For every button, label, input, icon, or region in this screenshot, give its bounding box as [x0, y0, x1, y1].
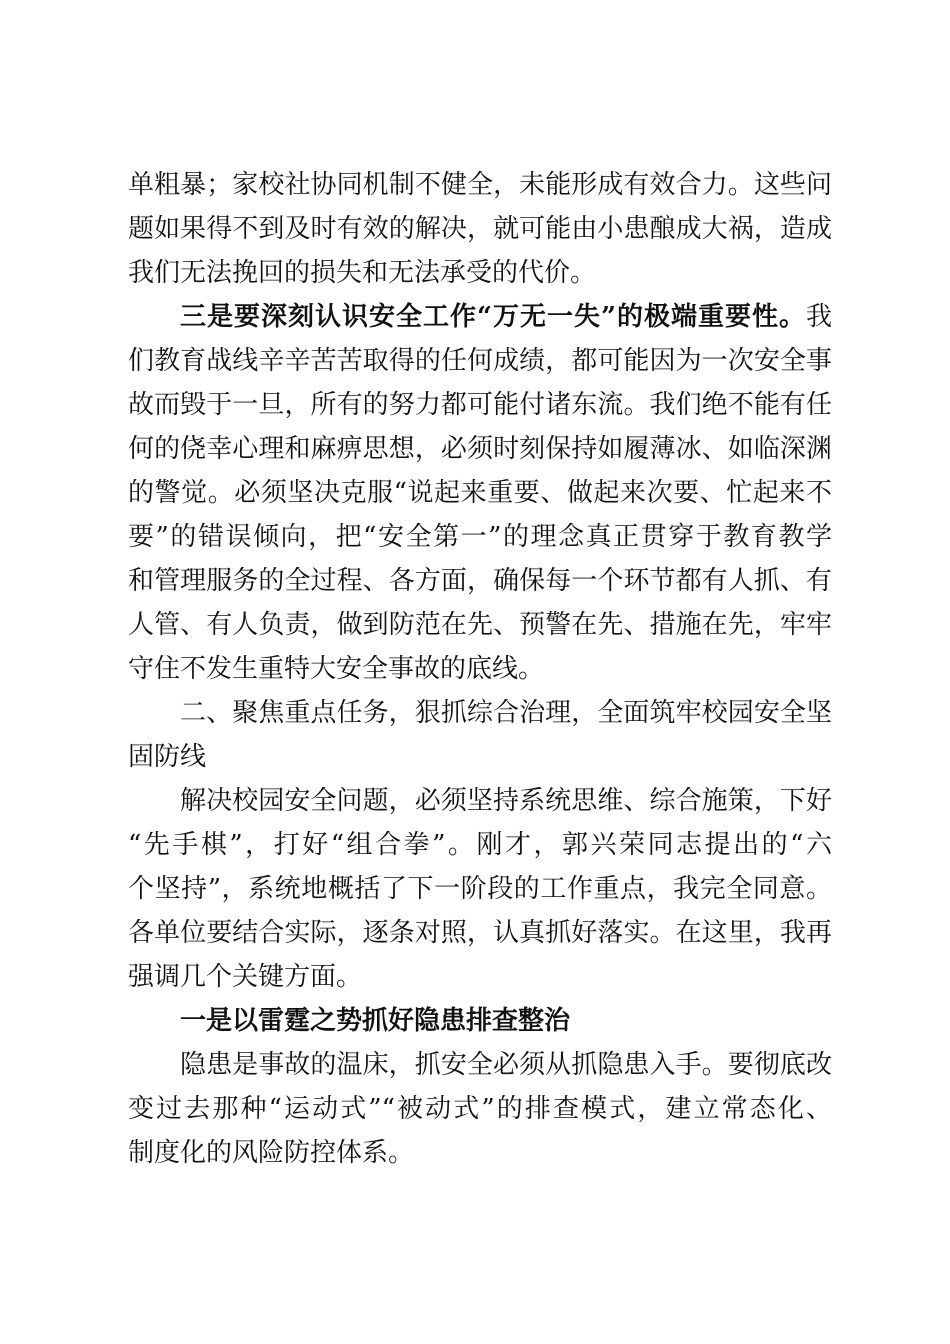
heading-trailing-text: 我 — [805, 302, 832, 332]
paragraph-line: 变过去那种“运动式”“被动式”的排查模式，建立常态化、 — [128, 1094, 832, 1124]
paragraph-line: 强调几个关键方面。 — [128, 962, 363, 992]
heading-bold-text: 三是要深刻认识安全工作“万无一失”的极端重要性。 — [180, 302, 806, 332]
paragraph-line: 个坚持”，系统地概括了下一阶段的工作重点，我完全同意。 — [128, 874, 832, 904]
paragraph-line: 隐患是事故的温床，抓安全必须从抓隐患入手。要彻底改 — [180, 1050, 832, 1080]
paragraph-line: 守住不发生重特大安全事故的底线。 — [128, 654, 545, 684]
paragraph-line: 我们无法挽回的损失和无法承受的代价。 — [128, 258, 597, 288]
paragraph-line: 的警觉。必须坚决克服“说起来重要、做起来次要、忙起来不 — [128, 478, 832, 508]
subsection-heading: 一是以雷霆之势抓好隐患排查整治 — [180, 1006, 571, 1036]
paragraph-line: 制度化的风险防控体系。 — [128, 1138, 415, 1168]
paragraph-line: “先手棋”，打好“组合拳”。刚才，郭兴荣同志提出的“六 — [128, 830, 832, 860]
paragraph-line: 和管理服务的全过程、各方面，确保每一个环节都有人抓、有 — [128, 566, 832, 596]
section-heading-3 — [180, 295, 832, 339]
paragraph-line: 何的侥幸心理和麻痹思想，必须时刻保持如履薄冰、如临深渊 — [128, 434, 832, 464]
paragraph-line: 人管、有人负责，做到防范在先、预警在先、措施在先，牢牢 — [128, 610, 832, 640]
paragraph-line: 各单位要结合实际，逐条对照，认真抓好落实。在这里，我再 — [128, 918, 832, 948]
paragraph-line: 单粗暴；家校社协同机制不健全，未能形成有效合力。这些问 — [128, 170, 832, 200]
paragraph-line: 要”的错误倾向，把“安全第一”的理念真正贯穿于教育教学 — [128, 522, 832, 552]
paragraph-line: 故而毁于一旦，所有的努力都可能付诸东流。我们绝不能有任 — [128, 390, 832, 420]
section-heading-2: 二、聚焦重点任务，狠抓综合治理，全面筑牢校园安全坚 — [180, 698, 832, 728]
paragraph-line: 解决校园安全问题，必须坚持系统思维、综合施策，下好 — [180, 786, 832, 816]
paragraph-line: 题如果得不到及时有效的解决，就可能由小患酿成大祸，造成 — [128, 214, 832, 244]
paragraph-line: 们教育战线辛辛苦苦取得的任何成绩，都可能因为一次安全事 — [128, 346, 832, 376]
section-heading-2-cont: 固防线 — [128, 742, 207, 772]
